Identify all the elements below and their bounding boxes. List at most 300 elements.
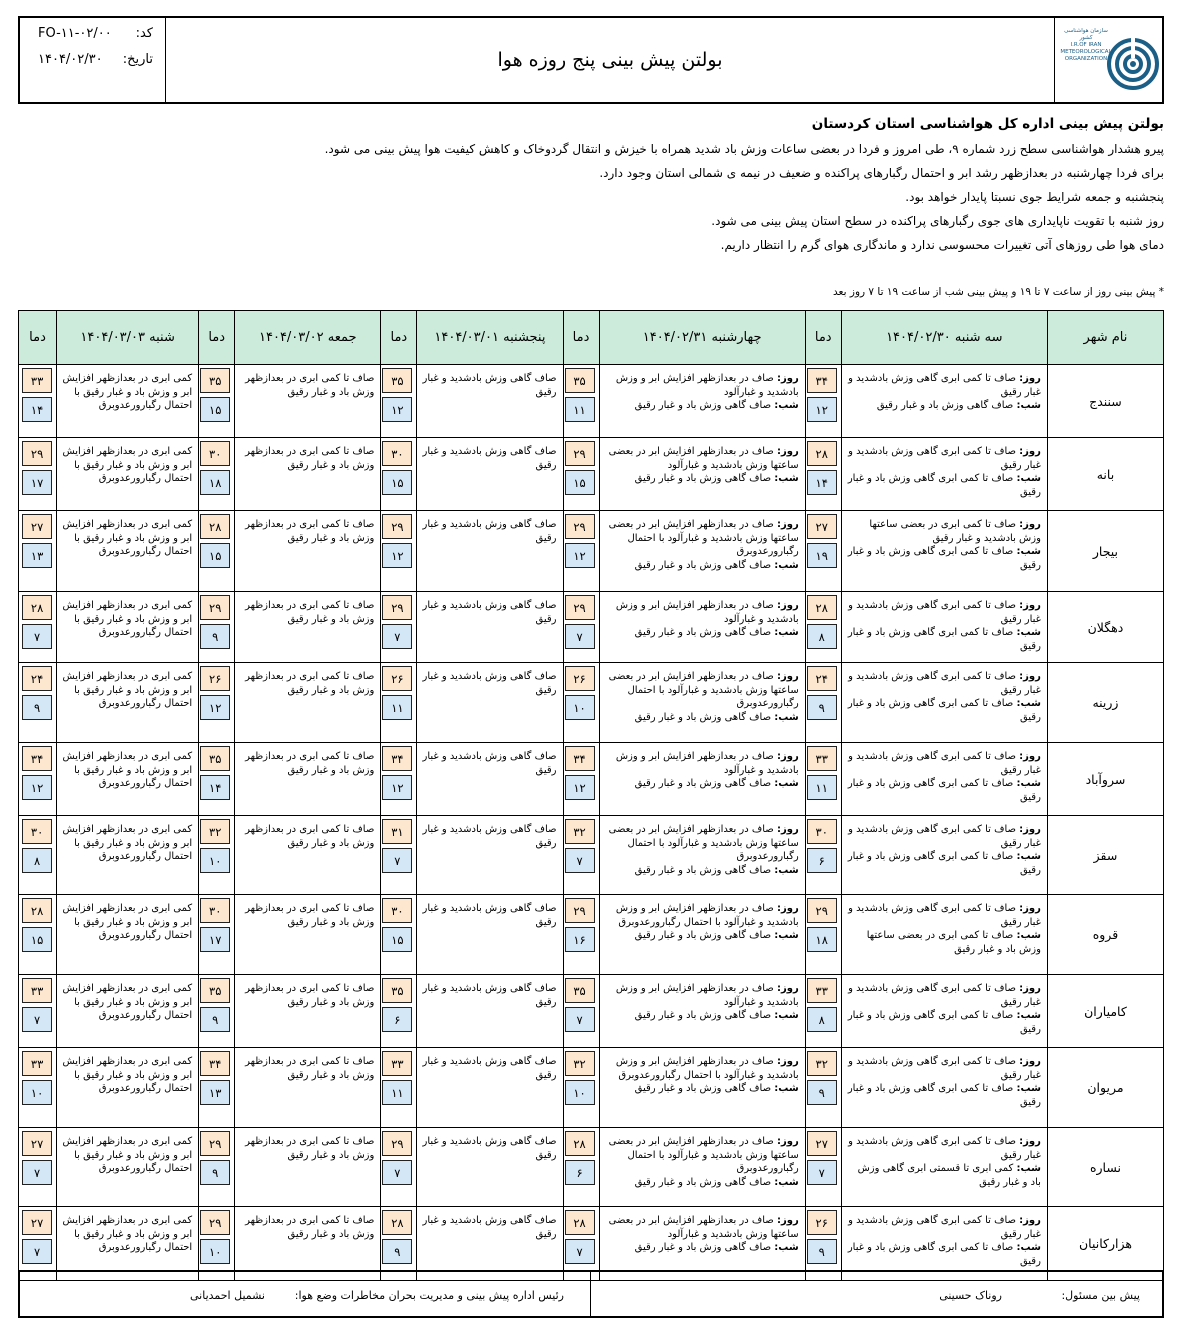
day5-forecast: کمی ابری در بعدازظهر افزایش ابر و وزش باد و غبار رقیق با احتمال رگبارورعدوبرق: [57, 1128, 199, 1207]
day2-temp: [563, 1128, 599, 1207]
day2-day-text: صاف در بعدازظهر افزایش ابر و وزش بادشدید و غبارآلود با احتمال رگبارورعدوبرق: [615, 903, 799, 928]
day5-forecast: کمی ابری در بعدازظهر افزایش ابر و وزش باد و غبار رقیق با احتمال رگبارورعدوبرق: [57, 895, 199, 975]
table-row: [19, 365, 1164, 438]
day1-temp: [805, 975, 841, 1048]
day4-temp: [199, 365, 235, 438]
day3-forecast: صاف گاهی وزش بادشدید و غبار رقیق: [417, 592, 563, 663]
bulletin-header: [18, 16, 1164, 104]
max-temp: ۲۸: [22, 898, 52, 923]
day4-column-header: جمعه ۱۴۰۴/۰۳/۰۲: [235, 311, 381, 365]
day1-night-forecast: [846, 929, 1041, 956]
max-temp: ۲۹: [565, 898, 595, 923]
day2-night-text: صاف گاهی وزش باد و غبار رقیق: [634, 473, 772, 484]
day2-night-forecast: [604, 399, 799, 413]
day1-forecast: [841, 592, 1047, 663]
day1-night-forecast: [846, 1241, 1041, 1268]
table-row: [19, 743, 1164, 816]
day2-column-header: چهارشنبه ۱۴۰۴/۰۲/۳۱: [599, 311, 805, 365]
logo-text: سازمان هواشناسی کشور I.R.OF IRAN METEOROLOGICAL ORGANIZATION: [1060, 28, 1112, 62]
day4-forecast: صاف تا کمی ابری در بعدازظهر وزش باد و غبار رقیق: [235, 1048, 381, 1128]
forecaster-label: پیش بین مسئول:: [1061, 1289, 1140, 1302]
day2-night-text: صاف گاهی وزش باد و غبار رقیق: [634, 1010, 772, 1021]
min-temp: ۱۸: [807, 927, 837, 952]
day5-temp: [19, 592, 57, 663]
day2-day-text: صاف در بعدازظهر افزایش ابر و وزش بادشدید و غبارآلود: [615, 600, 799, 625]
min-temp: ۸: [807, 1007, 837, 1032]
day2-day-forecast: [604, 1055, 799, 1082]
day1-temp: [805, 365, 841, 438]
max-temp: ۲۹: [565, 441, 595, 466]
day1-night-text: صاف تا کمی ابری گاهی وزش باد و غبار رقیق: [847, 1083, 1041, 1108]
day1-day-text: صاف تا کمی ابری گاهی وزش بادشدید و غبار رقیق: [848, 600, 1041, 625]
day1-forecast: [841, 1128, 1047, 1207]
min-temp: ۱۲: [22, 775, 52, 800]
min-temp: ۱۲: [382, 397, 412, 422]
day2-day-text: صاف در بعدازظهر افزایش ابر در بعضی ساعتها وزش بادشدید و غبارآلود: [608, 1215, 799, 1240]
min-temp: ۱۰: [22, 1080, 52, 1105]
day2-temp: [563, 816, 599, 895]
temp-column-header: دما: [199, 311, 235, 365]
night-label: شب:: [1016, 1010, 1041, 1021]
day3-forecast: صاف گاهی وزش بادشدید و غبار رقیق: [417, 438, 563, 511]
day1-temp: [805, 1128, 841, 1207]
date-label: تاریخ:: [122, 52, 153, 67]
intro-line: پیرو هشدار هواشناسی سطح زرد شماره ۹، طی امروز و فردا در بعضی ساعات وزش باد شدید همراه با خیزش و انتقال گردوخاک و کاهش کیفیت هوا پیش بینی می شود.: [324, 142, 1164, 156]
day5-temp: [19, 1128, 57, 1207]
day1-day-text: صاف تا کمی ابری گاهی وزش بادشدید و غبار رقیق: [848, 824, 1041, 849]
day4-forecast: صاف تا کمی ابری در بعدازظهر وزش باد و غبار رقیق: [235, 511, 381, 592]
city-name: سنندج: [1047, 365, 1163, 438]
day-label: روز:: [776, 671, 799, 682]
day4-forecast: صاف تا کمی ابری در بعدازظهر وزش باد و غبار رقیق: [235, 1207, 381, 1281]
night-label: شب:: [774, 1083, 799, 1094]
day2-day-forecast: [604, 518, 799, 559]
day2-temp: [563, 592, 599, 663]
day5-forecast: کمی ابری در بعدازظهر افزایش ابر و وزش باد و غبار رقیق با احتمال رگبارورعدوبرق: [57, 975, 199, 1048]
max-temp: ۲۷: [22, 514, 52, 539]
city-name: زرینه: [1047, 663, 1163, 743]
day5-forecast: کمی ابری در بعدازظهر افزایش ابر و وزش باد و غبار رقیق با احتمال رگبارورعدوبرق: [57, 592, 199, 663]
min-temp: ۹: [382, 1239, 412, 1264]
max-temp: ۳۳: [382, 1051, 412, 1076]
day2-day-text: صاف در بعدازظهر افزایش ابر و وزش بادشدید و غبارآلود: [615, 751, 799, 776]
day2-night-forecast: [604, 1009, 799, 1023]
day1-day-forecast: [846, 1135, 1041, 1162]
max-temp: ۳۳: [22, 978, 52, 1003]
min-temp: ۱۰: [565, 1080, 595, 1105]
max-temp: ۲۶: [382, 666, 412, 691]
min-temp: ۱۹: [807, 543, 837, 568]
min-temp: ۱۲: [382, 775, 412, 800]
min-temp: ۸: [22, 848, 52, 873]
day5-forecast: کمی ابری در بعدازظهر افزایش ابر و وزش باد و غبار رقیق با احتمال رگبارورعدوبرق: [57, 438, 199, 511]
max-temp: ۳۳: [807, 746, 837, 771]
temp-column-header: دما: [563, 311, 599, 365]
day2-forecast: [599, 975, 805, 1048]
night-label: شب:: [1016, 1163, 1041, 1174]
day-label: روز:: [776, 824, 799, 835]
day2-day-text: صاف در بعدازظهر افزایش ابر و وزش بادشدید و غبارآلود: [615, 373, 799, 398]
max-temp: ۲۹: [382, 514, 412, 539]
day4-temp: [199, 592, 235, 663]
min-temp: ۱۲: [382, 543, 412, 568]
max-temp: ۳۵: [382, 368, 412, 393]
table-row: [19, 592, 1164, 663]
day2-night-text: صاف گاهی وزش باد و غبار رقیق: [634, 711, 772, 723]
day5-forecast: کمی ابری در بعدازظهر افزایش ابر و وزش باد و غبار رقیق با احتمال رگبارورعدوبرق: [57, 743, 199, 816]
min-temp: ۱۴: [200, 775, 230, 800]
day4-forecast: صاف تا کمی ابری در بعدازظهر وزش باد و غبار رقیق: [235, 365, 381, 438]
head-name: نشمیل احمدیانی: [189, 1289, 265, 1302]
max-temp: ۳۲: [565, 1051, 595, 1076]
day1-temp: [805, 1048, 841, 1128]
max-temp: ۳۰: [382, 441, 412, 466]
max-temp: ۲۹: [382, 595, 412, 620]
day1-night-forecast: [846, 626, 1041, 653]
table-row: [19, 895, 1164, 975]
day1-night-text: صاف گاهی وزش باد و غبار رقیق: [876, 400, 1014, 411]
table-row: [19, 1048, 1164, 1128]
day1-temp: [805, 438, 841, 511]
city-name: سروآباد: [1047, 743, 1163, 816]
day2-night-text: صاف گاهی وزش باد و غبار رقیق: [634, 778, 772, 789]
day1-temp: [805, 816, 841, 895]
night-label: شب:: [774, 930, 799, 941]
min-temp: ۱۴: [807, 470, 837, 495]
max-temp: ۲۹: [200, 1210, 230, 1235]
table-header-row: [19, 311, 1164, 365]
min-temp: ۷: [565, 1239, 595, 1264]
day1-temp: [805, 663, 841, 743]
day1-night-text: صاف تا کمی ابری گاهی وزش باد و غبار رقیق: [847, 473, 1041, 498]
min-temp: ۷: [22, 1160, 52, 1185]
max-temp: ۳۰: [382, 898, 412, 923]
day-label: روز:: [776, 751, 799, 762]
day4-temp: [199, 1128, 235, 1207]
max-temp: ۲۶: [565, 666, 595, 691]
day3-forecast: صاف گاهی وزش بادشدید و غبار رقیق: [417, 365, 563, 438]
day5-temp: [19, 438, 57, 511]
city-column-header: نام شهر: [1047, 311, 1163, 365]
day1-night-forecast: [846, 472, 1041, 499]
day-label: روز:: [1019, 903, 1041, 914]
day2-forecast: [599, 816, 805, 895]
day5-temp: [19, 743, 57, 816]
min-temp: ۹: [807, 695, 837, 720]
day5-temp: [19, 1048, 57, 1128]
min-temp: ۶: [565, 1160, 595, 1185]
max-temp: ۲۷: [807, 514, 837, 539]
day4-forecast: صاف تا کمی ابری در بعدازظهر وزش باد و غبار رقیق: [235, 895, 381, 975]
min-temp: ۱۰: [200, 1239, 230, 1264]
day1-temp: [805, 511, 841, 592]
day5-temp: [19, 365, 57, 438]
min-temp: ۱۳: [200, 1080, 230, 1105]
day1-night-forecast: [846, 697, 1041, 724]
day1-day-text: صاف تا کمی ابری گاهی وزش بادشدید و غبار رقیق: [848, 903, 1041, 928]
day3-temp: [381, 365, 417, 438]
day1-night-forecast: [846, 777, 1041, 804]
day2-forecast: [599, 1048, 805, 1128]
spiral-logo-icon: [1105, 26, 1161, 96]
night-label: شب:: [1016, 400, 1041, 411]
max-temp: ۲۸: [382, 1210, 412, 1235]
max-temp: ۳۲: [807, 1051, 837, 1076]
day3-forecast: صاف گاهی وزش بادشدید و غبار رقیق: [417, 1207, 563, 1281]
city-name: نساره: [1047, 1128, 1163, 1207]
night-label: شب:: [1016, 1083, 1041, 1094]
day1-temp: [805, 592, 841, 663]
day1-day-forecast: [846, 1055, 1041, 1082]
date-value: ۱۴۰۴/۰۲/۳۰: [38, 52, 103, 67]
day1-night-text: صاف تا کمی ابری گاهی وزش باد و غبار رقیق: [847, 851, 1041, 876]
min-temp: ۱۴: [22, 397, 52, 422]
min-temp: ۹: [807, 1239, 837, 1264]
day-label: روز:: [1019, 446, 1041, 457]
max-temp: ۳۳: [807, 978, 837, 1003]
max-temp: ۲۸: [807, 595, 837, 620]
day4-forecast: صاف تا کمی ابری در بعدازظهر وزش باد و غبار رقیق: [235, 663, 381, 743]
day5-forecast: کمی ابری در بعدازظهر افزایش ابر و وزش باد و غبار رقیق با احتمال رگبارورعدوبرق: [57, 1207, 199, 1281]
night-label: شب:: [774, 778, 799, 789]
day4-forecast: صاف تا کمی ابری در بعدازظهر وزش باد و غبار رقیق: [235, 1128, 381, 1207]
max-temp: ۲۹: [807, 898, 837, 923]
max-temp: ۲۹: [200, 1131, 230, 1156]
min-temp: ۷: [382, 848, 412, 873]
day1-day-text: صاف تا کمی ابری گاهی وزش بادشدید و غبار رقیق: [848, 671, 1041, 696]
max-temp: ۲۴: [22, 666, 52, 691]
min-temp: ۷: [382, 624, 412, 649]
day4-temp: [199, 511, 235, 592]
intro-line: دمای هوا طی روزهای آتی تغییرات محسوسی ندارد و ماندگاری هوای گرم را انتظار داریم.: [720, 238, 1164, 252]
day2-temp: [563, 1048, 599, 1128]
max-temp: ۳۵: [382, 978, 412, 1003]
day2-night-forecast: [604, 1176, 799, 1190]
day3-temp: [381, 511, 417, 592]
day-label: روز:: [1019, 671, 1041, 682]
day2-day-forecast: [604, 750, 799, 777]
max-temp: ۲۸: [565, 1131, 595, 1156]
max-temp: ۳۴: [22, 746, 52, 771]
day5-forecast: کمی ابری در بعدازظهر افزایش ابر و وزش باد و غبار رقیق با احتمال رگبارورعدوبرق: [57, 816, 199, 895]
table-row: [19, 1128, 1164, 1207]
max-temp: ۳۴: [200, 1051, 230, 1076]
day-label: روز:: [1019, 1136, 1041, 1147]
day4-forecast: صاف تا کمی ابری در بعدازظهر وزش باد و غبار رقیق: [235, 816, 381, 895]
min-temp: ۹: [200, 1160, 230, 1185]
day1-day-text: صاف تا کمی ابری گاهی وزش بادشدید و غبار رقیق: [848, 1136, 1041, 1161]
day3-temp: [381, 1128, 417, 1207]
day2-forecast: [599, 663, 805, 743]
day3-forecast: صاف گاهی وزش بادشدید و غبار رقیق: [417, 1048, 563, 1128]
day3-forecast: صاف گاهی وزش بادشدید و غبار رقیق: [417, 1128, 563, 1207]
day5-temp: [19, 663, 57, 743]
day1-day-text: صاف تا کمی ابری گاهی وزش بادشدید و غبار رقیق: [848, 1056, 1041, 1081]
night-label: شب:: [774, 864, 799, 876]
max-temp: ۲۹: [565, 595, 595, 620]
day1-night-text: صاف تا کمی ابری در بعضی ساعتها وزش باد و غبار رقیق: [866, 930, 1041, 955]
day2-day-text: صاف در بعدازظهر افزایش ابر و وزش بادشدید و غبارآلود: [615, 983, 799, 1008]
night-label: شب:: [774, 473, 799, 484]
day2-night-forecast: [604, 929, 799, 943]
max-temp: ۳۰: [200, 898, 230, 923]
max-temp: ۲۹: [565, 514, 595, 539]
day5-forecast: کمی ابری در بعدازظهر افزایش ابر و وزش باد و غبار رقیق با احتمال رگبارورعدوبرق: [57, 1048, 199, 1128]
day1-day-text: صاف تا کمی ابری گاهی وزش بادشدید و غبار رقیق: [848, 1215, 1041, 1240]
day4-temp: [199, 895, 235, 975]
day1-night-text: صاف تا کمی ابری گاهی وزش باد و غبار رقیق: [847, 778, 1041, 803]
day2-forecast: [599, 592, 805, 663]
day1-day-text: صاف تا کمی ابری گاهی وزش بادشدید و غبار رقیق: [848, 373, 1041, 398]
min-temp: ۷: [382, 1160, 412, 1185]
day2-day-forecast: [604, 1135, 799, 1176]
day1-forecast: [841, 438, 1047, 511]
max-temp: ۲۹: [200, 595, 230, 620]
day1-day-text: صاف تا کمی ابری گاهی وزش بادشدید و غبار رقیق: [848, 751, 1041, 776]
day1-day-forecast: [846, 445, 1041, 472]
day5-temp: [19, 511, 57, 592]
time-range-note: * پیش بینی روز از ساعت ۷ تا ۱۹ و پیش بینی شب از ساعت ۱۹ تا ۷ روز بعد: [833, 286, 1164, 298]
day1-forecast: [841, 816, 1047, 895]
table-row: [19, 816, 1164, 895]
max-temp: ۳۵: [565, 978, 595, 1003]
day2-night-forecast: [604, 626, 799, 640]
day4-forecast: صاف تا کمی ابری در بعدازظهر وزش باد و غبار رقیق: [235, 975, 381, 1048]
day4-temp: [199, 663, 235, 743]
max-temp: ۳۵: [200, 978, 230, 1003]
day1-forecast: [841, 365, 1047, 438]
max-temp: ۳۲: [200, 819, 230, 844]
min-temp: ۱۰: [200, 848, 230, 873]
day4-forecast: صاف تا کمی ابری در بعدازظهر وزش باد و غبار رقیق: [235, 743, 381, 816]
document-meta: [20, 18, 166, 102]
temp-column-header: دما: [805, 311, 841, 365]
min-temp: ۱۶: [565, 927, 595, 952]
max-temp: ۲۶: [807, 1210, 837, 1235]
day1-night-text: صاف تا کمی ابری گاهی وزش باد و غبار رقیق: [847, 698, 1041, 723]
night-label: شب:: [1016, 778, 1041, 789]
min-temp: ۱۱: [807, 775, 837, 800]
max-temp: ۲۸: [807, 441, 837, 466]
day2-temp: [563, 438, 599, 511]
day3-temp: [381, 816, 417, 895]
day4-temp: [199, 1048, 235, 1128]
min-temp: ۱۰: [565, 695, 595, 720]
min-temp: ۱۲: [200, 695, 230, 720]
day1-forecast: [841, 511, 1047, 592]
day2-night-text: صاف گاهی وزش باد و غبار رقیق: [634, 559, 772, 571]
day3-temp: [381, 438, 417, 511]
min-temp: ۹: [200, 624, 230, 649]
day3-temp: [381, 663, 417, 743]
night-label: شب:: [774, 1242, 799, 1253]
forecaster-name: روناک حسینی: [939, 1289, 1002, 1302]
night-label: شب:: [774, 400, 799, 411]
min-temp: ۷: [807, 1160, 837, 1185]
day3-forecast: صاف گاهی وزش بادشدید و غبار رقیق: [417, 663, 563, 743]
day-label: روز:: [1019, 1215, 1041, 1226]
day2-night-forecast: [604, 559, 799, 573]
city-name: قروه: [1047, 895, 1163, 975]
day4-temp: [199, 975, 235, 1048]
day-label: روز:: [776, 983, 799, 994]
day-label: روز:: [776, 1136, 799, 1147]
day2-day-text: صاف در بعدازظهر افزایش ابر در بعضی ساعتها وزش بادشدید و غبارآلود با احتمال رگبارورعدوبرق: [608, 1136, 799, 1174]
night-label: شب:: [1016, 1242, 1041, 1253]
night-label: شب:: [1016, 930, 1041, 941]
day2-day-forecast: [604, 1214, 799, 1241]
night-label: شب:: [774, 1010, 799, 1021]
min-temp: ۶: [382, 1007, 412, 1032]
day2-night-text: صاف گاهی وزش باد و غبار رقیق: [634, 1083, 772, 1094]
day5-temp: [19, 975, 57, 1048]
temp-column-header: دما: [19, 311, 57, 365]
forecaster-signature: [591, 1272, 1162, 1316]
day-label: روز:: [776, 1215, 799, 1226]
day-label: روز:: [776, 519, 799, 530]
max-temp: ۲۹: [22, 441, 52, 466]
max-temp: ۳۰: [200, 441, 230, 466]
day5-column-header: شنبه ۱۴۰۴/۰۳/۰۳: [57, 311, 199, 365]
day-label: روز:: [776, 903, 799, 914]
day2-day-forecast: [604, 599, 799, 626]
city-name: مریوان: [1047, 1048, 1163, 1128]
min-temp: ۷: [565, 848, 595, 873]
night-label: شب:: [1016, 473, 1041, 484]
day2-day-forecast: [604, 902, 799, 929]
day4-temp: [199, 816, 235, 895]
day1-day-text: صاف تا کمی ابری در بعضی ساعتها وزش بادشدید و غبار رقیق: [869, 519, 1041, 544]
city-name: بانه: [1047, 438, 1163, 511]
min-temp: ۱۵: [382, 470, 412, 495]
day2-forecast: [599, 1128, 805, 1207]
day3-column-header: پنجشنبه ۱۴۰۴/۰۳/۰۱: [417, 311, 563, 365]
day2-forecast: [599, 511, 805, 592]
head-signature: [20, 1272, 591, 1316]
min-temp: ۱۵: [565, 470, 595, 495]
intro-line: روز شنبه با تقویت ناپایداری های جوی رگبارهای پراکنده در سطح استان پیش بینی می شود.: [711, 214, 1164, 228]
night-label: شب:: [774, 1176, 799, 1188]
day5-temp: [19, 816, 57, 895]
day4-temp: [199, 438, 235, 511]
code-value: FO-۱۱-۰۲/۰۰: [38, 26, 112, 41]
day2-day-text: صاف در بعدازظهر افزایش ابر در بعضی ساعتها وزش بادشدید و غبارآلود با احتمال رگبارورعدوبرق: [608, 671, 799, 709]
day1-day-forecast: [846, 1214, 1041, 1241]
table-row: [19, 511, 1164, 592]
day1-day-text: صاف تا کمی ابری گاهی وزش بادشدید و غبار رقیق: [848, 983, 1041, 1008]
day3-forecast: صاف گاهی وزش بادشدید و غبار رقیق: [417, 816, 563, 895]
intro-section: [164, 112, 1164, 257]
day1-day-forecast: [846, 599, 1041, 626]
day-label: روز:: [1019, 600, 1041, 611]
day1-day-forecast: [846, 372, 1041, 399]
day5-forecast: کمی ابری در بعدازظهر افزایش ابر و وزش باد و غبار رقیق با احتمال رگبارورعدوبرق: [57, 511, 199, 592]
day3-forecast: صاف گاهی وزش بادشدید و غبار رقیق: [417, 511, 563, 592]
day-label: روز:: [1019, 983, 1041, 994]
max-temp: ۳۰: [22, 819, 52, 844]
max-temp: ۳۱: [382, 819, 412, 844]
day2-temp: [563, 365, 599, 438]
min-temp: ۶: [807, 848, 837, 873]
min-temp: ۸: [807, 624, 837, 649]
day4-forecast: صاف تا کمی ابری در بعدازظهر وزش باد و غبار رقیق: [235, 592, 381, 663]
max-temp: ۲۹: [382, 1131, 412, 1156]
day3-forecast: صاف گاهی وزش بادشدید و غبار رقیق: [417, 895, 563, 975]
min-temp: ۱۵: [200, 397, 230, 422]
code-label: کد:: [135, 26, 153, 41]
day1-day-forecast: [846, 670, 1041, 697]
min-temp: ۱۵: [22, 927, 52, 952]
